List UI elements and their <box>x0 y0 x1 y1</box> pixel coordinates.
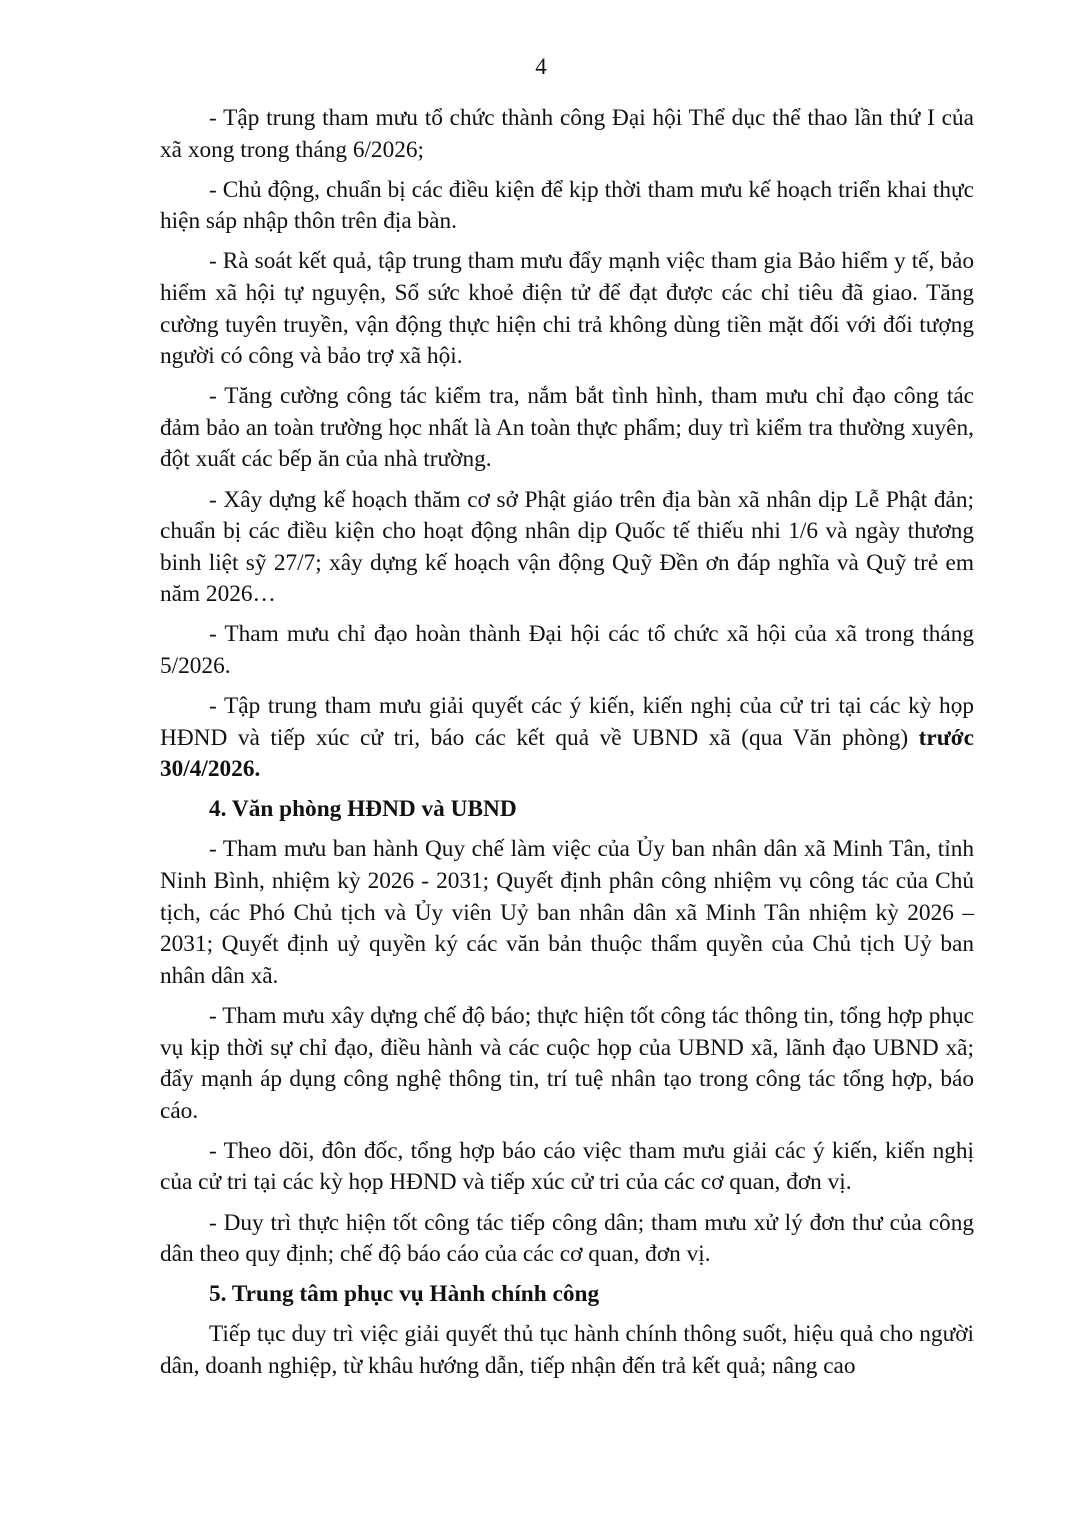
paragraph-working-regulations: - Tham mưu ban hành Quy chế làm việc của Ủy ban nhân dân xã Minh Tân, tỉnh Ninh Bình, nhiệm kỳ 2026 - 2031; Quyết định phân công nhiệm vụ công tác của Chủ tịch, các Phó Chủ tịch và Ủy viên Uỷ ban nhân dân xã Minh Tân nhiệm kỳ 2026 – 2031; Quyết định uỷ quyền ký các văn bản thuộc thẩm quyền của Chủ tịch Uỷ ban nhân dân xã. <box>160 836 974 989</box>
deadline-text: trước 30/4/2026. <box>160 724 974 783</box>
document-body <box>160 103 974 1391</box>
section-heading-public-service-center: 5. Trung tâm phục vụ Hành chính công <box>209 1281 600 1308</box>
page-number: 4 <box>535 54 547 79</box>
paragraph-voter-feedback <box>160 691 974 786</box>
paragraph-administrative-procedures: Tiếp tục duy trì việc giải quyết thủ tục hành chính thông suốt, hiệu quả cho người dân, doanh nghiệp, từ khâu hướng dẫn, tiếp nhận đến trả kết quả; nâng cao <box>160 1321 974 1379</box>
paragraph-health-insurance: - Rà soát kết quả, tập trung tham mưu đẩy mạnh việc tham gia Bảo hiểm y tế, bảo hiểm xã hội tự nguyện, Sổ sức khoẻ điện tử để đạt được các chỉ tiêu đã giao. Tăng cường tuyên truyền, vận động thực hiện chi trả không dùng tiền mặt đối với đối tượng người có công và bảo trợ xã hội. <box>160 248 974 370</box>
paragraph-buddhist-visit: - Xây dựng kế hoạch thăm cơ sở Phật giáo trên địa bàn xã nhân dịp Lễ Phật đản; chuẩn bị các điều kiện cho hoạt động nhân dịp Quốc tế thiếu nhi 1/6 và ngày thương binh liệt sỹ 27/7; xây dựng kế hoạch vận động Quỹ Đền ơn đáp nghĩa và Quỹ trẻ em năm 2026… <box>160 486 974 608</box>
paragraph-sports-congress: - Tập trung tham mưu tổ chức thành công Đại hội Thể dục thể thao lần thứ I của xã xong trong tháng 6/2026; <box>160 105 974 163</box>
paragraph-voter-feedback-text: - Tập trung tham mưu giải quyết các ý kiến, kiến nghị của cử tri tại các kỳ họp HĐND và tiếp xúc cử tri, báo các kết quả về UBND xã (qua Văn phòng) <box>160 693 974 751</box>
paragraph-village-merger: - Chủ động, chuẩn bị các điều kiện để kịp thời tham mưu kế hoạch triển khai thực hiện sáp nhập thôn trên địa bàn. <box>160 176 974 235</box>
paragraph-monitoring: - Theo dõi, đôn đốc, tổng hợp báo cáo việc tham mưu giải các ý kiến, kiến nghị của cử tri tại các kỳ họp HĐND và tiếp xúc cử tri của các cơ quan, đơn vị. <box>160 1137 974 1196</box>
paragraph-citizen-reception: - Duy trì thực hiện tốt công tác tiếp công dân; tham mưu xử lý đơn thư của công dân theo quy định; chế độ báo cáo của các cơ quan, đơn vị. <box>160 1209 974 1268</box>
paragraph-reporting-regime: - Tham mưu xây dựng chế độ báo; thực hiện tốt công tác thông tin, tổng hợp phục vụ kịp thời sự chỉ đạo, điều hành và các cuộc họp của UBND xã, lãnh đạo UBND xã; đẩy mạnh áp dụng công nghệ thông tin, trí tuệ nhân tạo trong công tác tổng hợp, báo cáo. <box>160 1002 974 1124</box>
paragraph-social-org-congress: - Tham mưu chỉ đạo hoàn thành Đại hội các tổ chức xã hội của xã trong tháng 5/2026. <box>160 621 974 679</box>
section-heading-office: 4. Văn phòng HĐND và UBND <box>209 796 517 823</box>
paragraph-school-safety: - Tăng cường công tác kiểm tra, nắm bắt tình hình, tham mưu chỉ đạo công tác đảm bảo an toàn trường học nhất là An toàn thực phẩm; duy trì kiểm tra thường xuyên, đột xuất các bếp ăn của nhà trường. <box>160 383 974 473</box>
